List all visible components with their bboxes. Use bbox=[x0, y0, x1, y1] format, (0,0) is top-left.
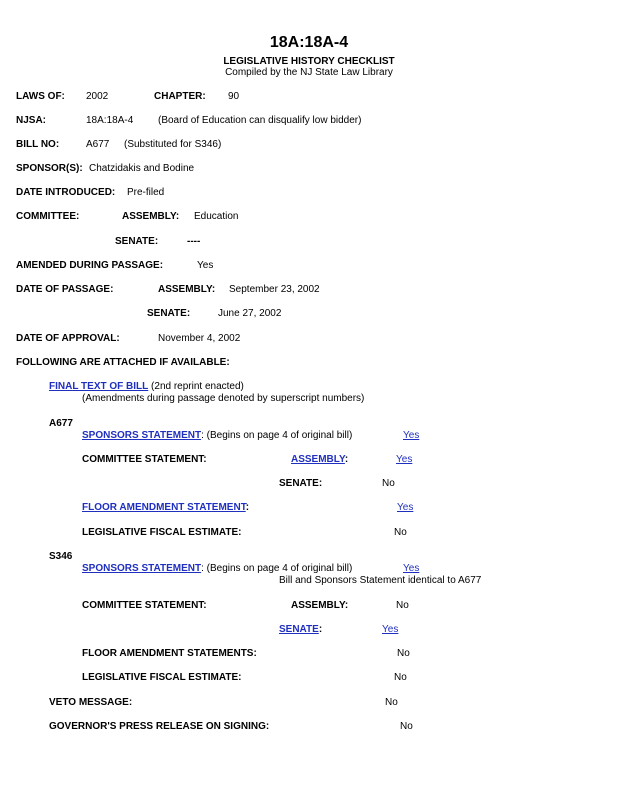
approval-value: November 4, 2002 bbox=[158, 333, 241, 344]
veto-label: VETO MESSAGE: bbox=[49, 697, 133, 708]
a677-floor-yes-link[interactable]: Yes bbox=[397, 502, 414, 513]
s346-fiscal-value: No bbox=[394, 672, 407, 683]
date-introduced-label: DATE INTRODUCED: bbox=[16, 187, 116, 198]
final-text-link[interactable]: FINAL TEXT OF BILL bbox=[49, 381, 149, 392]
s346-senate-row bbox=[279, 624, 322, 636]
final-text-note: (2nd reprint enacted) bbox=[151, 381, 244, 392]
s346-sponsors-row bbox=[82, 563, 352, 575]
s346-label: S346 bbox=[49, 551, 73, 562]
s346-senate-colon: : bbox=[318, 624, 323, 635]
approval-label: DATE OF APPROVAL: bbox=[16, 333, 120, 344]
njsa-label: NJSA: bbox=[16, 115, 47, 126]
press-release-value: No bbox=[400, 721, 413, 732]
date-introduced-value: Pre-filed bbox=[127, 187, 165, 198]
passage-assembly-label: ASSEMBLY: bbox=[158, 284, 216, 295]
chapter-value: 90 bbox=[228, 91, 240, 102]
a677-assembly-colon: : bbox=[344, 454, 349, 465]
a677-assembly-yes-link[interactable]: Yes bbox=[396, 454, 413, 465]
veto-value: No bbox=[385, 697, 398, 708]
s346-assembly-label: ASSEMBLY: bbox=[291, 600, 349, 611]
s346-floor-value: No bbox=[397, 648, 410, 659]
a677-fiscal-value: No bbox=[394, 527, 407, 538]
committee-assembly-label: ASSEMBLY: bbox=[122, 211, 180, 222]
page-subtitle: LEGISLATIVE HISTORY CHECKLIST bbox=[223, 56, 395, 67]
chapter-label: CHAPTER: bbox=[154, 91, 206, 102]
s346-floor-label: FLOOR AMENDMENT STATEMENTS: bbox=[82, 648, 257, 659]
laws-of-value: 2002 bbox=[86, 91, 109, 102]
passage-senate-value: June 27, 2002 bbox=[218, 308, 282, 319]
a677-fiscal-label: LEGISLATIVE FISCAL ESTIMATE: bbox=[82, 527, 242, 538]
s346-senate-yes-link[interactable]: Yes bbox=[382, 624, 399, 635]
sponsors-value: Chatzidakis and Bodine bbox=[89, 163, 195, 174]
attached-heading: FOLLOWING ARE ATTACHED IF AVAILABLE: bbox=[16, 357, 230, 368]
a677-sponsors-row bbox=[82, 430, 352, 442]
committee-assembly-value: Education bbox=[194, 211, 239, 222]
a677-sponsors-note: : (Begins on page 4 of original bill) bbox=[201, 430, 353, 441]
compiled-by: Compiled by the NJ State Law Library bbox=[225, 67, 393, 78]
a677-senate-label: SENATE: bbox=[279, 478, 323, 489]
page-title: 18A:18A-4 bbox=[269, 34, 349, 51]
amendments-note: (Amendments during passage denoted by superscript numbers) bbox=[82, 393, 365, 404]
passage-label: DATE OF PASSAGE: bbox=[16, 284, 114, 295]
bill-no-value: A677 bbox=[86, 139, 110, 150]
a677-label: A677 bbox=[49, 418, 73, 429]
a677-floor-colon: : bbox=[245, 502, 250, 513]
sponsors-label: SPONSOR(S): bbox=[16, 163, 83, 174]
s346-fiscal-label: LEGISLATIVE FISCAL ESTIMATE: bbox=[82, 672, 242, 683]
passage-assembly-value: September 23, 2002 bbox=[229, 284, 320, 295]
s346-committee-label: COMMITTEE STATEMENT: bbox=[82, 600, 207, 611]
s346-identical-note: Bill and Sponsors Statement identical to A677 bbox=[279, 575, 482, 586]
a677-senate-value: No bbox=[382, 478, 395, 489]
a677-floor-amendment-link[interactable]: FLOOR AMENDMENT STATEMENT bbox=[82, 502, 246, 513]
amended-label: AMENDED DURING PASSAGE: bbox=[16, 260, 164, 271]
a677-assembly-row bbox=[291, 454, 348, 466]
amended-value: Yes bbox=[197, 260, 214, 271]
s346-sponsors-yes-link[interactable]: Yes bbox=[403, 563, 420, 574]
s346-senate-link[interactable]: SENATE bbox=[279, 624, 319, 635]
njsa-value: 18A:18A-4 bbox=[86, 115, 134, 126]
s346-assembly-value: No bbox=[396, 600, 409, 611]
passage-senate-label: SENATE: bbox=[147, 308, 191, 319]
a677-sponsors-statement-link[interactable]: SPONSORS STATEMENT bbox=[82, 430, 202, 441]
s346-sponsors-note: : (Begins on page 4 of original bill) bbox=[201, 563, 353, 574]
committee-label: COMMITTEE: bbox=[16, 211, 80, 222]
final-text-row bbox=[49, 381, 244, 393]
bill-no-label: BILL NO: bbox=[16, 139, 60, 150]
a677-floor-row bbox=[82, 502, 249, 514]
a677-sponsors-yes-link[interactable]: Yes bbox=[403, 430, 420, 441]
committee-senate-value: ---- bbox=[187, 236, 201, 247]
a677-assembly-link[interactable]: ASSEMBLY bbox=[291, 454, 345, 465]
committee-senate-label: SENATE: bbox=[115, 236, 159, 247]
s346-sponsors-statement-link[interactable]: SPONSORS STATEMENT bbox=[82, 563, 202, 574]
press-release-label: GOVERNOR'S PRESS RELEASE ON SIGNING: bbox=[49, 721, 270, 732]
bill-no-note: (Substituted for S346) bbox=[124, 139, 222, 150]
njsa-description: (Board of Education can disqualify low bidder) bbox=[158, 115, 362, 126]
a677-committee-label: COMMITTEE STATEMENT: bbox=[82, 454, 207, 465]
laws-of-label: LAWS OF: bbox=[16, 91, 65, 102]
